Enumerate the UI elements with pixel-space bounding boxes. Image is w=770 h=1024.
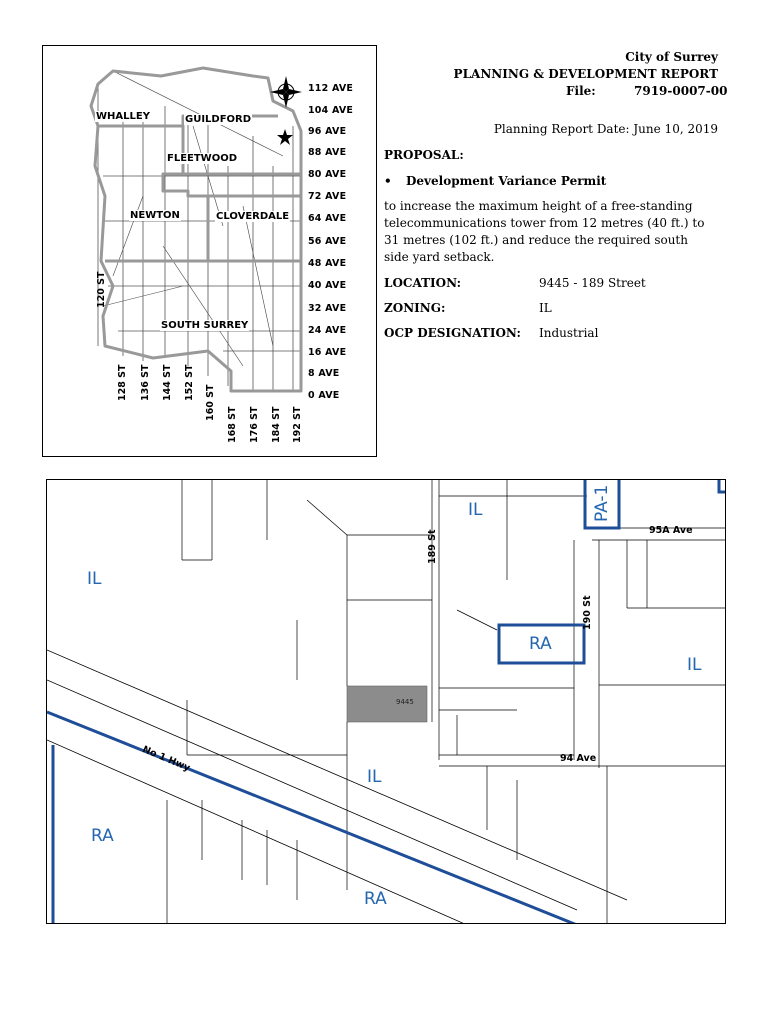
avenue-label: 16 AVE (308, 347, 347, 358)
street-label: 192 ST (292, 406, 303, 443)
avenue-label: 104 AVE (308, 105, 354, 116)
avenue-label: 0 AVE (308, 390, 340, 401)
zone-label-ra: RA (529, 634, 552, 654)
area-guildford: GUILDFORD (185, 114, 252, 125)
zone-label-il: IL (687, 655, 702, 675)
avenue-label: 56 AVE (308, 236, 347, 247)
avenue-label: 80 AVE (308, 169, 347, 180)
report-date: Planning Report Date: June 10, 2019 (493, 122, 718, 136)
avenue-label: 112 AVE (308, 83, 354, 94)
area-whalley: WHALLEY (96, 111, 150, 122)
avenue-label: 88 AVE (308, 147, 347, 158)
avenue-label: 32 AVE (308, 303, 347, 314)
area-fleetwood: FLEETWOOD (167, 153, 238, 164)
bullet-icon: • (384, 174, 392, 188)
site-map (46, 479, 726, 924)
avenue-label: 8 AVE (308, 368, 340, 379)
street-label-94-ave: 94 Ave (560, 753, 597, 764)
report-title: PLANNING & DEVELOPMENT REPORT (453, 67, 718, 81)
avenue-label: 72 AVE (308, 191, 347, 202)
subject-parcel (347, 686, 427, 722)
area-cloverdale: CLOVERDALE (216, 211, 290, 222)
zoning-label: ZONING: (384, 301, 446, 315)
street-label-95a-ave: 95A Ave (649, 525, 693, 536)
street-label: 120 ST (96, 271, 107, 308)
location-label: LOCATION: (384, 276, 462, 290)
street-label: 168 ST (227, 406, 238, 443)
city-name: City of Surrey (625, 50, 718, 64)
street-label-189-st: 189 St (427, 529, 438, 564)
avenue-label: 24 AVE (308, 325, 347, 336)
avenue-label: 48 AVE (308, 258, 347, 269)
zoning-value: IL (539, 301, 552, 315)
zone-label-il: IL (367, 767, 382, 787)
proposal-label: PROPOSAL: (384, 148, 464, 162)
area-south-surrey: SOUTH SURREY (161, 320, 249, 331)
zone-label-il: IL (468, 500, 483, 520)
avenue-label: 40 AVE (308, 280, 347, 291)
proposal-item (384, 174, 606, 188)
area-newton: NEWTON (130, 210, 180, 221)
parcel-address-label: 9445 (396, 698, 414, 706)
zone-label-ra: RA (364, 889, 387, 909)
key-map (42, 45, 377, 457)
street-label-no-1-hwy: No 1 Hwy (140, 744, 192, 774)
zone-label-il: IL (87, 569, 102, 589)
street-label: 176 ST (249, 406, 260, 443)
proposal-description: to increase the maximum height of a free-standing telecommunications tower from 12 metres (40 ft.) to 31 metres (102 ft.) and reduce the required south side yard setback. (384, 199, 705, 264)
file-row (566, 84, 728, 98)
street-label: 144 ST (162, 364, 173, 401)
street-label-190-st: 190 St (582, 595, 593, 630)
avenue-label: 64 AVE (308, 213, 347, 224)
street-label: 184 ST (271, 406, 282, 443)
file-label: File: (566, 84, 596, 98)
site-location-star-icon (277, 129, 293, 145)
location-value: 9445 - 189 Street (539, 276, 646, 290)
street-label: 160 ST (205, 384, 216, 421)
street-label: 128 ST (117, 364, 128, 401)
street-label: 152 ST (184, 364, 195, 401)
file-number: 7919-0007-00 (634, 84, 728, 98)
zone-label-pa-1: PA-1 (592, 484, 612, 522)
zone-label-ra: RA (91, 826, 114, 846)
street-label: 136 ST (140, 364, 151, 401)
ocp-label: OCP DESIGNATION: (384, 326, 521, 340)
site-map-drawing (47, 480, 726, 924)
proposal-item-text: Development Variance Permit (406, 174, 607, 188)
avenue-label: 96 AVE (308, 126, 347, 137)
ocp-value: Industrial (539, 326, 599, 340)
